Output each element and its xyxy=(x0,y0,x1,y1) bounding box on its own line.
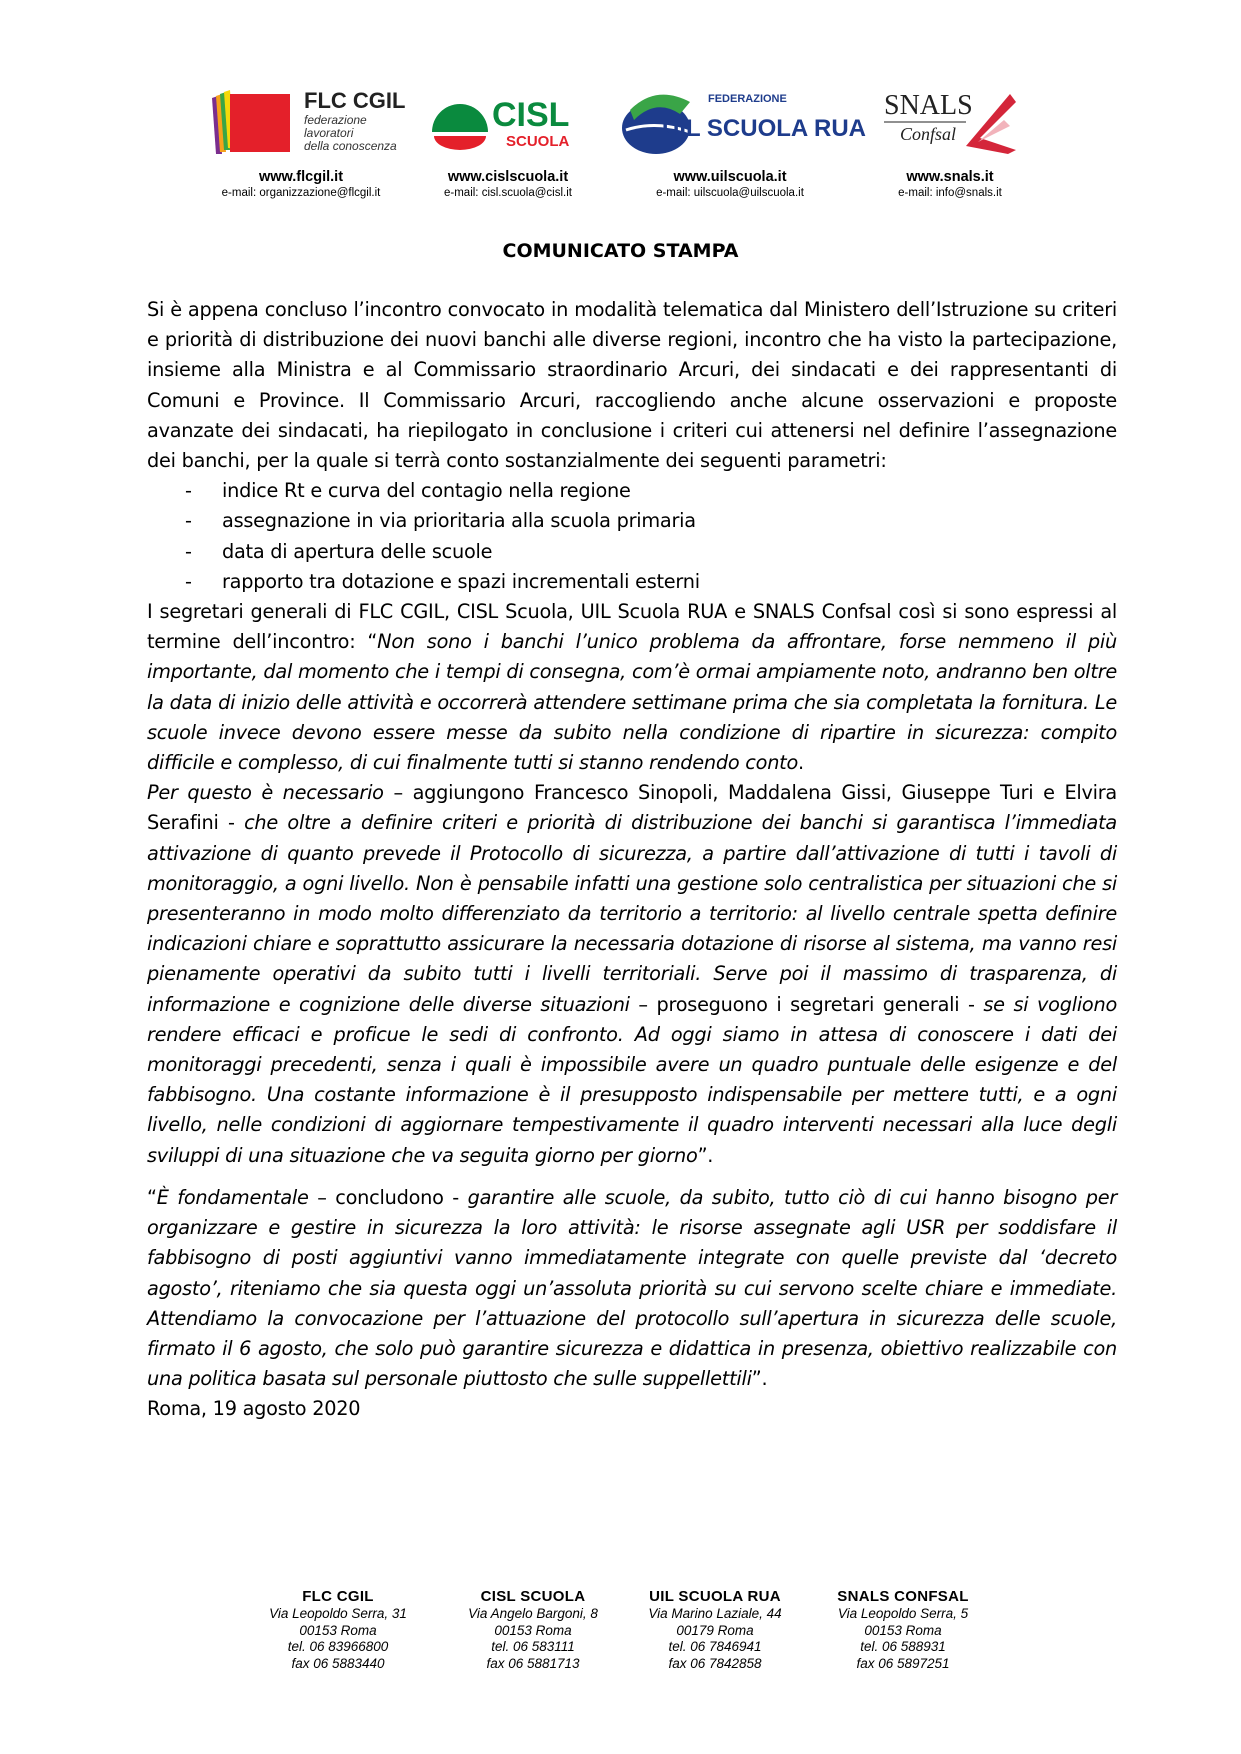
contact-cisl-scuola xyxy=(428,168,588,200)
document-body xyxy=(147,295,1117,1425)
footer-org-name: UIL SCUOLA RUA xyxy=(649,1588,781,1605)
svg-text:SNALS: SNALS xyxy=(884,90,973,121)
website-link[interactable]: www.uilscuola.it xyxy=(673,169,787,185)
svg-text:SCUOLA: SCUOLA xyxy=(506,133,570,150)
footer-tel: tel. 06 583111 xyxy=(491,1639,575,1654)
svg-text:FLC CGIL: FLC CGIL xyxy=(304,88,406,113)
footer-address: Via Leopoldo Serra, 5 xyxy=(837,1606,969,1621)
footer-org-name: SNALS CONFSAL xyxy=(837,1588,969,1605)
cisl-scuola-logo xyxy=(428,92,588,154)
list-item: - indice Rt e curva del contagio nella regione xyxy=(185,479,631,503)
criteria-list xyxy=(147,476,1117,597)
document-title: COMUNICATO STAMPA xyxy=(502,240,739,262)
footer-address: Via Leopoldo Serra, 31 xyxy=(269,1606,407,1621)
footer-fax: fax 06 5881713 xyxy=(486,1655,580,1671)
contact-flc-cgil xyxy=(206,168,396,200)
website-link[interactable]: www.snals.it xyxy=(906,169,994,185)
intro-paragraph: Si è appena concluso l’incontro convocato in modalità telematica dal Ministero dell’Istruzione su criteri e priorità di distribuzione dei nuovi banchi alle diverse regioni, incontro che ha visto la partecipazione, insieme alla Ministra e al Commissario straordinario Arcuri, dei sindacati e dei rappresentanti di Comuni e Province. Il Commissario Arcuri, raccogliendo anche alcune osservazioni e proposte avanzate dei sindacati, ha riepilogato in conclusione i criteri cui attenersi nel definire l’assegnazione dei banchi, per la quale si terrà conto sostanzialmente dei seguenti parametri: xyxy=(147,298,1117,473)
footer-city: 00153 Roma xyxy=(864,1622,942,1638)
footer-address: Via Marino Laziale, 44 xyxy=(648,1606,782,1621)
footer-fax: fax 06 5883440 xyxy=(291,1655,385,1671)
document-date: Roma, 19 agosto 2020 xyxy=(147,1397,361,1421)
list-item: - assegnazione in via prioritaria alla scuola primaria xyxy=(185,509,696,533)
list-item: - rapporto tra dotazione e spazi incrementali esterni xyxy=(185,569,700,593)
svg-text:CISL: CISL xyxy=(492,96,570,134)
svg-text:UIL SCUOLA RUA: UIL SCUOLA RUA xyxy=(662,115,866,142)
footer-city: 00153 Roma xyxy=(494,1622,572,1638)
footer-address: Via Angelo Bargoni, 8 xyxy=(468,1606,598,1621)
svg-text:della conoscenza: della conoscenza xyxy=(304,139,397,153)
footer-org-name: CISL SCUOLA xyxy=(480,1588,586,1605)
footer-snals xyxy=(818,1588,988,1672)
email-link[interactable]: e-mail: cisl.scuola@cisl.it xyxy=(444,187,572,199)
footer-fax: fax 06 7842858 xyxy=(668,1655,762,1671)
footer-cisl-scuola xyxy=(448,1588,618,1672)
snals-confsal-logo xyxy=(880,86,1020,154)
website-link[interactable]: www.flcgil.it xyxy=(258,169,344,185)
flc-cgil-logo xyxy=(208,88,408,158)
footer-uil-scuola xyxy=(630,1588,800,1672)
website-link[interactable]: www.cislscuola.it xyxy=(447,169,569,185)
list-item: - data di apertura delle scuole xyxy=(185,539,493,563)
quote-paragraph: Per questo è necessario – aggiungono Francesco Sinopoli, Maddalena Gissi, Giuseppe Turi e Elvira Serafini - che oltre a definire criteri e priorità di distribuzione dei banchi si garantisca l’immediata attivazione di quanto prevede il Protocollo di sicurezza, a partire dall’attivazione di tutti i tavoli di monitoraggio, a ogni livello. Non è pensabile infatti una gestione solo centralistica per situazioni che si presenteranno in modo molto differenziato da territorio a territorio: al livello centrale spetta definire indicazioni chiare e soprattutto assicurare la necessaria dotazione di risorse al sistema, ma vanno resi pienamente operativi da subito tutti i livelli territoriali. Serve poi il massimo di trasparenza, di informazione e cognizione delle diverse situazioni – proseguono i segretari generali - se si vogliono rendere efficaci e proficue le sedi di confronto. Ad oggi siamo in attesa di conoscere i dati dei monitoraggi precedenti, senza i quali è impossibile avere un quadro puntuale delle esigenze e del fabbisogno. Una costante informazione è il presupposto indispensabile per mettere tutti, e a ogni livello, nelle condizioni di aggiornare tempestivamente il quadro interventi necessari alla luce degli sviluppi di una situazione che va seguita giorno per giorno”. xyxy=(147,781,1117,1167)
email-link[interactable]: e-mail: organizzazione@flcgil.it xyxy=(221,187,381,199)
secretaries-paragraph: I segretari generali di FLC CGIL, CISL Scuola, UIL Scuola RUA e SNALS Confsal così si sono espressi al termine dell’incontro: “Non sono i banchi l’unico problema da affrontare, forse nemmeno il più importante, dal momento che i tempi di consegna, com’è ormai ampiamente noto, andranno ben oltre la data di inizio delle attività e occorrerà attendere settimane prima che sia completata la fornitura. Le scuole invece devono essere messe da subito nella condizione di ripartire in sicurezza: compito difficile e complesso, di cui finalmente tutti si stanno rendendo conto. xyxy=(147,600,1117,775)
uil-scuola-rua-logo xyxy=(620,80,866,158)
contact-uil-scuola xyxy=(640,168,820,200)
footer-flc-cgil xyxy=(258,1588,418,1672)
svg-text:lavoratori: lavoratori xyxy=(304,126,354,140)
contact-snals xyxy=(880,168,1020,200)
footer-city: 00153 Roma xyxy=(299,1622,377,1638)
svg-text:FEDERAZIONE: FEDERAZIONE xyxy=(708,93,787,105)
footer-tel: tel. 06 588931 xyxy=(860,1639,946,1654)
footer-tel: tel. 06 7846941 xyxy=(668,1639,762,1654)
conclusion-paragraph: “È fondamentale – concludono - garantire alle scuole, da subito, tutto ciò di cui hanno bisogno per organizzare e gestire in sicurezza la loro attività: le risorse assegnate agli USR per soddisfare il fabbisogno di posti aggiuntivi vanno immediatamente integrate con quelle previste dal ‘decreto agosto’, riteniamo che sia questa oggi un’assoluta priorità su cui servono scelte chiare e immediate. Attendiamo la convocazione per l’attuazione del protocollo sull’apertura in sicurezza delle scuole, firmato il 6 agosto, che solo può garantire sicurezza e didattica in presenza, obiettivo realizzabile con una politica basata sul personale piuttosto che sulle suppellettili”. xyxy=(147,1185,1118,1391)
footer-org-name: FLC CGIL xyxy=(302,1588,374,1605)
footer-fax: fax 06 5897251 xyxy=(856,1655,950,1671)
svg-text:federazione: federazione xyxy=(304,113,367,127)
footer-tel: tel. 06 83966800 xyxy=(287,1639,389,1654)
email-link[interactable]: e-mail: info@snals.it xyxy=(898,187,1002,199)
footer-city: 00179 Roma xyxy=(676,1622,754,1638)
email-link[interactable]: e-mail: uilscuola@uilscuola.it xyxy=(656,187,804,199)
svg-text:Confsal: Confsal xyxy=(900,124,957,144)
